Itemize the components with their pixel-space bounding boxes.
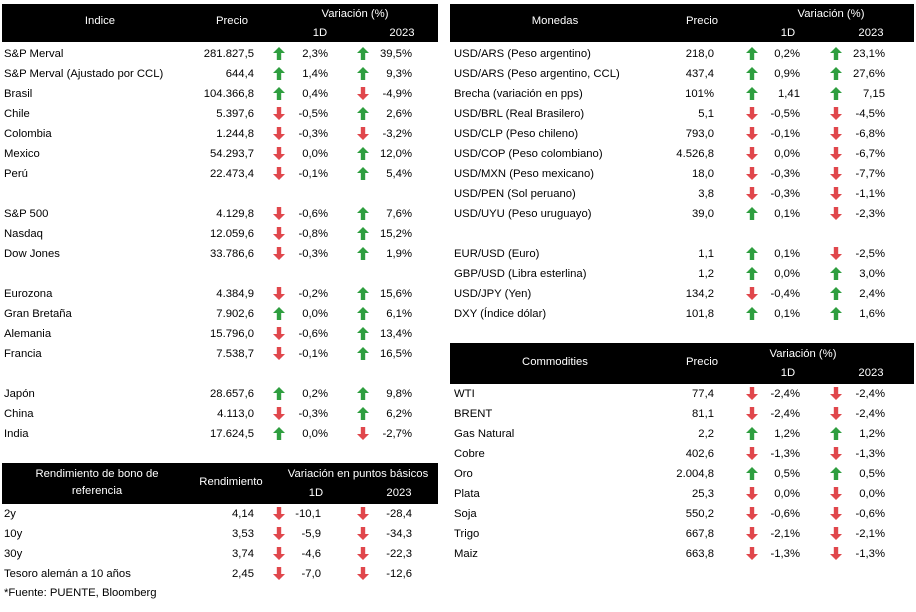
row-change-1d: -0,3% <box>298 128 328 140</box>
row-change-1d: -0,6% <box>298 208 328 220</box>
row-change-1d: 0,0% <box>774 148 800 160</box>
commodities-header-name: Commodities <box>522 356 588 368</box>
row-label: USD/CLP (Peso chileno) <box>454 128 579 140</box>
row-label: USD/BRL (Real Brasilero) <box>454 108 585 120</box>
currencies-header-price: Precio <box>685 15 719 27</box>
arrow-up-icon <box>746 467 758 480</box>
row-label: Eurozona <box>4 288 53 300</box>
row-change-1d: 0,0% <box>302 428 328 440</box>
arrow-up-icon <box>746 47 758 60</box>
table-row <box>0 44 916 64</box>
table-row <box>0 284 916 304</box>
row-change-1d: -7,0 <box>301 568 321 580</box>
currencies-header-1d: 1D <box>780 27 796 39</box>
row-price: 1,1 <box>698 248 714 260</box>
arrow-up-icon <box>830 267 842 280</box>
arrow-down-icon <box>746 547 758 560</box>
row-change-1d: -0,6% <box>298 328 328 340</box>
arrow-up-icon <box>746 267 758 280</box>
arrow-up-icon <box>746 87 758 100</box>
table-row <box>0 464 916 484</box>
row-change-2023: -1,3% <box>855 448 885 460</box>
arrow-down-icon <box>746 127 758 140</box>
row-price: 402,6 <box>685 448 714 460</box>
row-price: 4,14 <box>232 508 254 520</box>
row-change-2023: 3,0% <box>859 268 885 280</box>
row-change-2023: -2,3% <box>855 208 885 220</box>
row-change-1d: -0,1% <box>298 348 328 360</box>
row-change-2023: 27,6% <box>852 68 885 80</box>
row-label: Mexico <box>4 148 40 160</box>
row-price: 101% <box>685 88 714 100</box>
arrow-down-icon <box>746 527 758 540</box>
row-price: 4.129,8 <box>216 208 254 220</box>
row-change-2023: 23,1% <box>852 48 885 60</box>
row-change-2023: -0,6% <box>855 508 885 520</box>
arrow-down-icon <box>273 327 285 340</box>
currencies-header <box>450 4 914 42</box>
row-change-1d: 0,2% <box>774 48 800 60</box>
row-label: USD/MXN (Peso mexicano) <box>454 168 594 180</box>
row-change-2023: 1,2% <box>859 428 885 440</box>
row-change-2023: 6,1% <box>386 308 412 320</box>
row-change-2023: 9,3% <box>386 68 412 80</box>
row-change-2023: 6,2% <box>386 408 412 420</box>
arrow-up-icon <box>357 327 369 340</box>
row-change-1d: 0,1% <box>774 248 800 260</box>
table-row <box>0 384 916 404</box>
row-label: EUR/USD (Euro) <box>454 248 540 260</box>
row-change-2023: -2,4% <box>855 388 885 400</box>
row-change-1d: 1,2% <box>774 428 800 440</box>
row-change-2023: -2,1% <box>855 528 885 540</box>
row-label: India <box>4 428 29 440</box>
row-label: S&P Merval (Ajustado por CCL) <box>4 68 164 80</box>
row-price: 3,53 <box>232 528 254 540</box>
table-row <box>0 104 916 124</box>
row-label: USD/JPY (Yen) <box>454 288 532 300</box>
indices-header-price: Precio <box>215 15 249 27</box>
row-price: 33.786,6 <box>210 248 254 260</box>
row-price: 15.796,0 <box>210 328 254 340</box>
arrow-down-icon <box>746 187 758 200</box>
row-change-2023: 1,6% <box>859 308 885 320</box>
row-price: 3,74 <box>232 548 254 560</box>
row-change-1d: -4,6 <box>301 548 321 560</box>
row-change-1d: -0,2% <box>298 288 328 300</box>
currencies-header-variation: Variación (%) <box>797 8 865 20</box>
row-change-2023: -3,2% <box>382 128 412 140</box>
row-price: 550,2 <box>685 508 714 520</box>
arrow-down-icon <box>830 387 842 400</box>
row-change-2023: -2,7% <box>382 428 412 440</box>
commodities-header-2023: 2023 <box>858 367 884 379</box>
row-label: USD/UYU (Peso uruguayo) <box>454 208 592 220</box>
row-change-1d: -0,1% <box>770 128 800 140</box>
row-change-1d: 1,4% <box>302 68 328 80</box>
arrow-down-icon <box>830 547 842 560</box>
row-change-2023: -28,4 <box>386 508 412 520</box>
arrow-down-icon <box>830 187 842 200</box>
row-change-2023: 13,4% <box>379 328 412 340</box>
row-price: 4.384,9 <box>216 288 254 300</box>
row-label: China <box>4 408 34 420</box>
row-price: 793,0 <box>685 128 714 140</box>
row-price: 1,2 <box>698 268 714 280</box>
currencies-header-2023: 2023 <box>858 27 884 39</box>
row-label: USD/PEN (Sol peruano) <box>454 188 576 200</box>
row-change-1d: 0,0% <box>302 308 328 320</box>
row-label: USD/ARS (Peso argentino) <box>454 48 591 60</box>
arrow-down-icon <box>830 507 842 520</box>
row-change-2023: 12,0% <box>379 148 412 160</box>
row-price: 2.004,8 <box>676 468 714 480</box>
table-row <box>0 424 916 444</box>
arrow-up-icon <box>830 67 842 80</box>
row-price: 4.526,8 <box>676 148 714 160</box>
row-price: 134,2 <box>685 288 714 300</box>
row-change-1d: 1,41 <box>778 88 800 100</box>
row-label: Chile <box>4 108 30 120</box>
arrow-down-icon <box>746 107 758 120</box>
bonds-header-name-line1: Rendimiento de bono de <box>35 468 159 480</box>
table-row <box>0 564 916 584</box>
row-change-2023: -2,4% <box>855 408 885 420</box>
row-label: Nasdaq <box>4 228 43 240</box>
row-change-1d: 0,9% <box>774 68 800 80</box>
row-change-2023: -6,7% <box>855 148 885 160</box>
row-change-1d: -5,9 <box>301 528 321 540</box>
arrow-down-icon <box>746 507 758 520</box>
arrow-down-icon <box>830 207 842 220</box>
indices-header-1d: 1D <box>312 27 328 39</box>
row-change-2023: 16,5% <box>379 348 412 360</box>
table-row <box>0 264 916 284</box>
arrow-down-icon <box>830 127 842 140</box>
table-row <box>0 64 916 84</box>
row-label: WTI <box>454 388 475 400</box>
row-price: 2,2 <box>698 428 714 440</box>
row-price: 12.059,6 <box>210 228 254 240</box>
row-label: Maiz <box>454 548 478 560</box>
row-label: Oro <box>454 468 473 480</box>
table-row <box>0 524 916 544</box>
arrow-down-icon <box>746 387 758 400</box>
arrow-down-icon <box>830 447 842 460</box>
row-change-1d: 0,0% <box>774 268 800 280</box>
currencies-header-name: Monedas <box>531 15 579 27</box>
row-price: 101,8 <box>685 308 714 320</box>
row-label: Cobre <box>454 448 485 460</box>
row-change-2023: -34,3 <box>386 528 412 540</box>
commodities-header-variation: Variación (%) <box>769 348 837 360</box>
row-change-2023: 2,4% <box>859 288 885 300</box>
arrow-down-icon <box>830 167 842 180</box>
row-label: S&P Merval <box>4 48 64 60</box>
arrow-down-icon <box>830 247 842 260</box>
row-label: GBP/USD (Libra esterlina) <box>454 268 587 280</box>
row-change-1d: -10,1 <box>295 508 321 520</box>
row-label: USD/ARS (Peso argentino, CCL) <box>454 68 620 80</box>
row-label: 30y <box>4 548 23 560</box>
bonds-header-1d: 1D <box>308 487 324 499</box>
row-change-2023: 1,9% <box>386 248 412 260</box>
arrow-down-icon <box>273 227 285 240</box>
row-price: 7.538,7 <box>216 348 254 360</box>
row-label: Gas Natural <box>454 428 515 440</box>
source-footnote: *Fuente: PUENTE, Bloomberg <box>4 587 157 599</box>
table-row <box>0 504 916 524</box>
row-change-2023: -22,3 <box>386 548 412 560</box>
row-change-1d: 2,3% <box>302 48 328 60</box>
row-price: 5.397,6 <box>216 108 254 120</box>
arrow-up-icon <box>830 287 842 300</box>
row-price: 104.366,8 <box>203 88 254 100</box>
row-change-2023: 15,2% <box>379 228 412 240</box>
row-change-1d: -1,3% <box>770 448 800 460</box>
row-change-1d: 0,1% <box>774 208 800 220</box>
arrow-up-icon <box>746 427 758 440</box>
table-row <box>0 224 916 244</box>
row-price: 667,8 <box>685 528 714 540</box>
arrow-down-icon <box>273 347 285 360</box>
table-row <box>0 204 916 224</box>
row-change-1d: -0,6% <box>770 508 800 520</box>
row-change-2023: -4,9% <box>382 88 412 100</box>
row-label: Plata <box>454 488 480 500</box>
row-change-1d: -2,4% <box>770 408 800 420</box>
row-change-2023: -1,1% <box>855 188 885 200</box>
commodities-header-price: Precio <box>685 356 719 368</box>
row-price: 218,0 <box>685 48 714 60</box>
arrow-up-icon <box>830 47 842 60</box>
row-change-1d: 0,1% <box>774 308 800 320</box>
row-change-2023: -4,5% <box>855 108 885 120</box>
row-change-2023: 15,6% <box>379 288 412 300</box>
bonds-header-name-line2: referencia <box>71 485 123 497</box>
arrow-up-icon <box>830 427 842 440</box>
row-price: 3,8 <box>698 188 714 200</box>
indices-header-2023: 2023 <box>389 27 415 39</box>
row-label: Perú <box>4 168 28 180</box>
row-price: 22.473,4 <box>210 168 254 180</box>
arrow-down-icon <box>830 107 842 120</box>
row-change-2023: -1,3% <box>855 548 885 560</box>
row-price: 281.827,5 <box>203 48 254 60</box>
row-price: 5,1 <box>698 108 714 120</box>
row-label: Brasil <box>4 88 33 100</box>
arrow-down-icon <box>746 287 758 300</box>
row-change-1d: -0,5% <box>298 108 328 120</box>
arrow-up-icon <box>746 307 758 320</box>
table-row <box>0 324 916 344</box>
row-change-1d: 0,4% <box>302 88 328 100</box>
row-price: 4.113,0 <box>217 408 254 420</box>
row-change-1d: -0,8% <box>298 228 328 240</box>
row-price: 77,4 <box>692 388 714 400</box>
row-label: Francia <box>4 348 42 360</box>
table-row <box>0 244 916 264</box>
row-change-1d: -0,4% <box>770 288 800 300</box>
arrow-down-icon <box>830 147 842 160</box>
bonds-header-2023: 2023 <box>386 487 412 499</box>
table-row <box>0 124 916 144</box>
row-label: 2y <box>4 508 16 520</box>
arrow-up-icon <box>830 87 842 100</box>
row-change-1d: -0,1% <box>298 168 328 180</box>
row-label: Soja <box>454 508 477 520</box>
row-change-2023: 9,8% <box>386 388 412 400</box>
arrow-down-icon <box>357 567 369 580</box>
arrow-up-icon <box>746 247 758 260</box>
table-row <box>0 444 916 464</box>
bonds-header-yield: Rendimiento <box>199 476 263 488</box>
row-change-2023: 0,5% <box>859 468 885 480</box>
table-row <box>0 484 916 504</box>
row-price: 81,1 <box>692 408 714 420</box>
arrow-up-icon <box>830 307 842 320</box>
arrow-down-icon <box>746 447 758 460</box>
row-change-2023: 2,6% <box>386 108 412 120</box>
arrow-up-icon <box>830 467 842 480</box>
row-change-2023: -6,8% <box>855 128 885 140</box>
row-change-2023: 39,5% <box>379 48 412 60</box>
row-price: 18,0 <box>692 168 714 180</box>
row-change-2023: -12,6 <box>386 568 412 580</box>
row-change-2023: 7,6% <box>386 208 412 220</box>
table-row <box>0 404 916 424</box>
arrow-down-icon <box>273 567 285 580</box>
row-label: Japón <box>4 388 35 400</box>
row-change-2023: 0,0% <box>859 488 885 500</box>
row-label: S&P 500 <box>4 208 49 220</box>
row-price: 644,4 <box>225 68 254 80</box>
row-change-1d: -2,1% <box>770 528 800 540</box>
table-row <box>0 164 916 184</box>
arrow-up-icon <box>357 347 369 360</box>
arrow-down-icon <box>746 167 758 180</box>
row-label: Trigo <box>454 528 480 540</box>
table-row <box>0 144 916 164</box>
commodities-header <box>450 343 914 384</box>
arrow-down-icon <box>746 147 758 160</box>
indices-header-variation: Variación (%) <box>321 8 389 20</box>
row-change-1d: -2,4% <box>770 388 800 400</box>
row-price: 1.244,8 <box>216 128 254 140</box>
indices-header <box>2 4 438 42</box>
row-label: Alemania <box>4 328 52 340</box>
row-change-1d: 0,2% <box>302 388 328 400</box>
row-price: 39,0 <box>692 208 714 220</box>
table-row <box>0 544 916 564</box>
row-change-1d: 0,0% <box>302 148 328 160</box>
row-change-2023: 7,15 <box>863 88 885 100</box>
arrow-up-icon <box>746 67 758 80</box>
row-label: Colombia <box>4 128 52 140</box>
row-price: 7.902,6 <box>216 308 254 320</box>
row-change-1d: -0,3% <box>770 168 800 180</box>
table-row <box>0 84 916 104</box>
row-price: 28.657,6 <box>210 388 254 400</box>
arrow-up-icon <box>746 207 758 220</box>
row-change-1d: -0,3% <box>770 188 800 200</box>
commodities-header-1d: 1D <box>780 367 796 379</box>
arrow-down-icon <box>830 527 842 540</box>
row-change-1d: -0,3% <box>298 248 328 260</box>
row-price: 663,8 <box>685 548 714 560</box>
table-row <box>0 304 916 324</box>
indices-header-name: Indice <box>84 15 116 27</box>
row-label: DXY (Índice dólar) <box>454 308 547 320</box>
row-change-2023: -2,5% <box>855 248 885 260</box>
arrow-down-icon <box>830 407 842 420</box>
row-price: 437,4 <box>685 68 714 80</box>
bonds-header-variation: Variación en puntos básicos <box>287 468 429 480</box>
row-label: Tesoro alemán a 10 años <box>4 568 131 580</box>
row-change-2023: 5,4% <box>386 168 412 180</box>
row-label: Brecha (variación en pps) <box>454 88 583 100</box>
row-label: 10y <box>4 528 23 540</box>
row-label: USD/COP (Peso colombiano) <box>454 148 603 160</box>
arrow-down-icon <box>830 487 842 500</box>
row-change-1d: -0,3% <box>298 408 328 420</box>
arrow-down-icon <box>746 487 758 500</box>
row-price: 54.293,7 <box>210 148 254 160</box>
row-label: Dow Jones <box>4 248 60 260</box>
row-price: 2,45 <box>232 568 254 580</box>
row-price: 25,3 <box>692 488 714 500</box>
row-change-2023: -7,7% <box>855 168 885 180</box>
arrow-up-icon <box>357 227 369 240</box>
table-row <box>0 184 916 204</box>
row-change-1d: -1,3% <box>770 548 800 560</box>
row-change-1d: 0,0% <box>774 488 800 500</box>
row-price: 17.624,5 <box>210 428 254 440</box>
row-change-1d: 0,5% <box>774 468 800 480</box>
row-label: Gran Bretaña <box>4 308 72 320</box>
arrow-down-icon <box>746 407 758 420</box>
row-change-1d: -0,5% <box>770 108 800 120</box>
row-label: BRENT <box>454 408 493 420</box>
